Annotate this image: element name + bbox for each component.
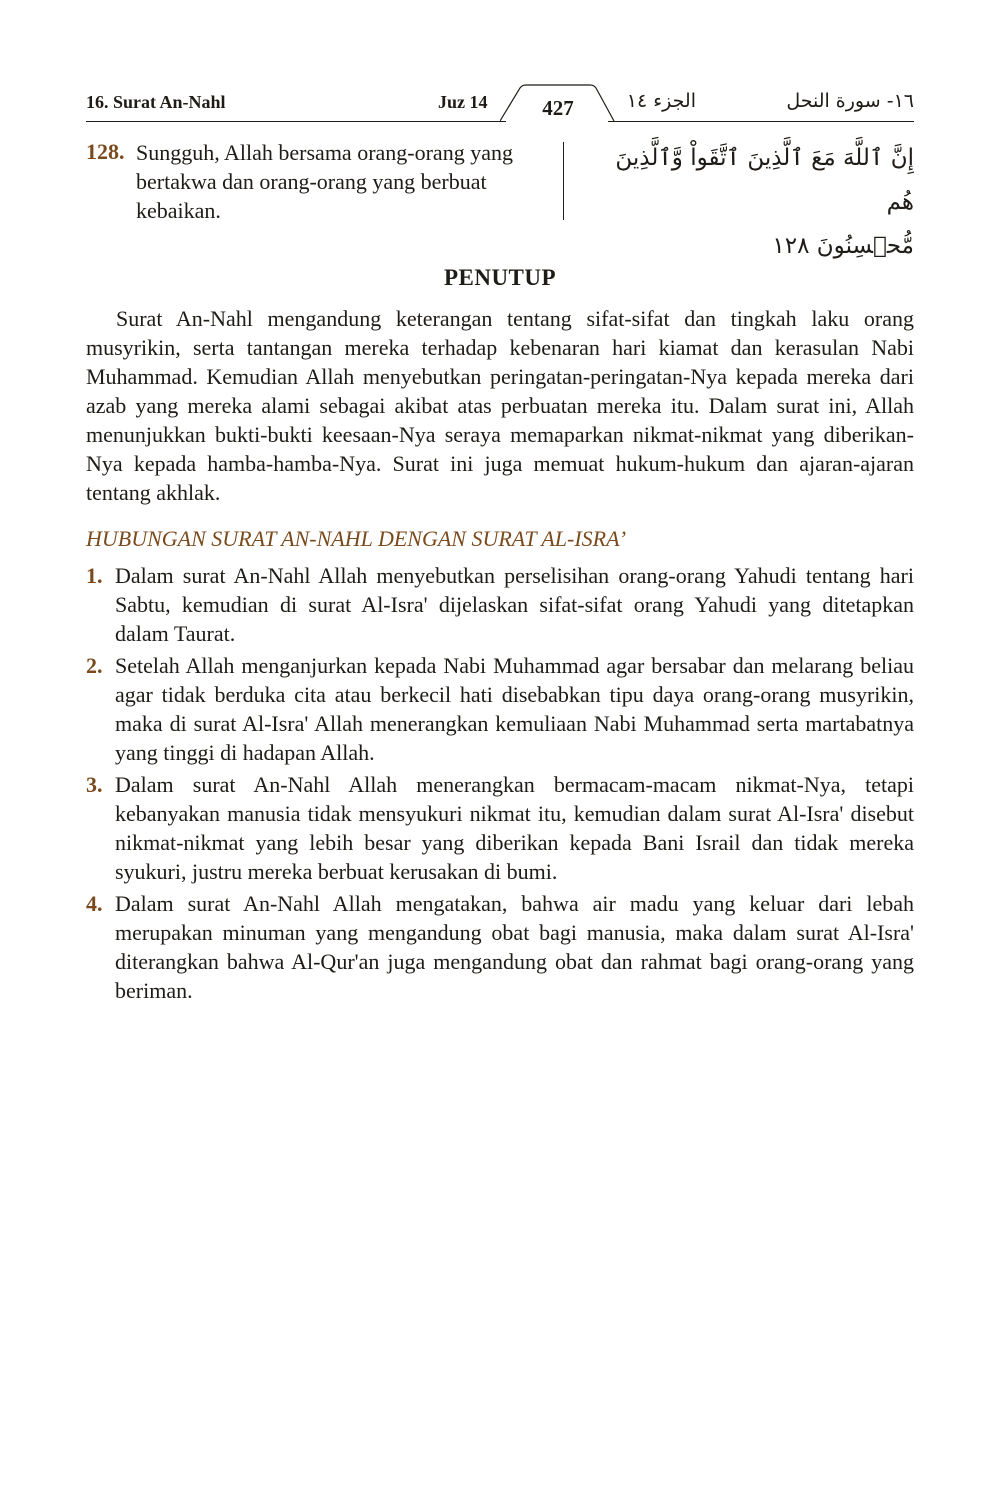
list-item-number: 3. (86, 772, 103, 797)
verse-arabic-text (582, 136, 914, 268)
verse-arabic-line-1: إِنَّ ٱللَّهَ مَعَ ٱلَّذِينَ ٱتَّقَواْ وَّٱلَّذِينَ هُم (615, 145, 914, 215)
header-arabic-surah: ١٦- سورة النحل (786, 90, 914, 112)
verse-divider (563, 142, 564, 220)
list-item-number: 4. (86, 891, 103, 916)
list-item (86, 889, 914, 1005)
header-juz-label: Juz 14 (438, 92, 488, 112)
verse-translation: Sungguh, Allah bersama orang-orang yang bertakwa dan orang-orang yang berbuat kebaikan. (136, 140, 513, 223)
list-item-text: Dalam surat An-Nahl Allah menyebutkan perselisihan orang-orang Yahudi tentang hari Sabtu, kemudian di surat Al-Isra' dijelaskan sifat-sifat orang Yahudi yang ditetapkan dalam Taurat. (115, 563, 914, 646)
header-arabic-juz: الجزء ١٤ (626, 90, 696, 112)
verse-block (86, 136, 914, 259)
running-header (86, 84, 914, 124)
closing-title: PENUTUP (443, 265, 557, 290)
closing-paragraph: Surat An-Nahl mengandung keterangan tentang sifat-sifat dan tingkah laku orang musyrikin, serta tantangan mereka terhadap kebenaran hari kiamat dan kerasulan Nabi Muhammad. Kemudian Allah menyebutkan peringatan-peringatan-Nya kepada mereka dari azab yang mereka alami sebagai akibat atas perbuatan mereka itu. Dalam surat ini, Allah menunjukkan bukti-bukti keesaan-Nya seraya memaparkan nikmat-nikmat yang diberikan-Nya kepada hamba-hamba-Nya. Surat ini juga memuat hukum-hukum dan ajaran-ajaran tentang akhlak. (86, 306, 914, 505)
list-item (86, 770, 914, 886)
list-item-text: Setelah Allah menganjurkan kepada Nabi Muhammad agar bersabar dan melarang beliau agar tidak berduka cita atau berkecil hati disebabkan tipu daya orang-orang musyrikin, maka di surat Al-Isra' Allah menerangkan kemuliaan Nabi Muhammad serta martabatnya yang tinggi di hadapan Allah. (115, 653, 914, 765)
list-item (86, 561, 914, 648)
verse-number: 128. (86, 139, 125, 164)
relation-list (86, 561, 914, 1008)
page-number: 427 (542, 96, 574, 120)
list-item-number: 1. (86, 563, 103, 588)
verse-arabic-line-2: مُّحۡسِنُونَ ١٢٨ (772, 233, 914, 259)
list-item (86, 651, 914, 767)
header-rule-right (608, 121, 914, 122)
header-rule-left (86, 121, 506, 122)
list-item-number: 2. (86, 653, 103, 678)
header-surah-title: 16. Surat An-Nahl (86, 92, 226, 112)
list-item-text: Dalam surat An-Nahl Allah menerangkan bermacam-macam nikmat-Nya, tetapi kebanyakan manusia tidak mensyukuri nikmat itu, kemudian dalam surat Al-Isra' disebut nikmat-nikmat yang lebih besar yang diberikan kepada Bani Israil dan tidak mereka syukuri, justru mereka berbuat kerusakan di bumi. (115, 772, 914, 884)
list-item-text: Dalam surat An-Nahl Allah mengatakan, bahwa air madu yang keluar dari lebah merupakan minuman yang mengandung obat bagi manusia, maka dalam surat Al-Isra' diterangkan bahwa Al-Qur'an juga mengandung obat dan rahmat bagi orang-orang yang beriman. (115, 891, 914, 1003)
relation-heading: HUBUNGAN SURAT AN-NAHL DENGAN SURAT AL-ISRA’ (86, 526, 627, 551)
